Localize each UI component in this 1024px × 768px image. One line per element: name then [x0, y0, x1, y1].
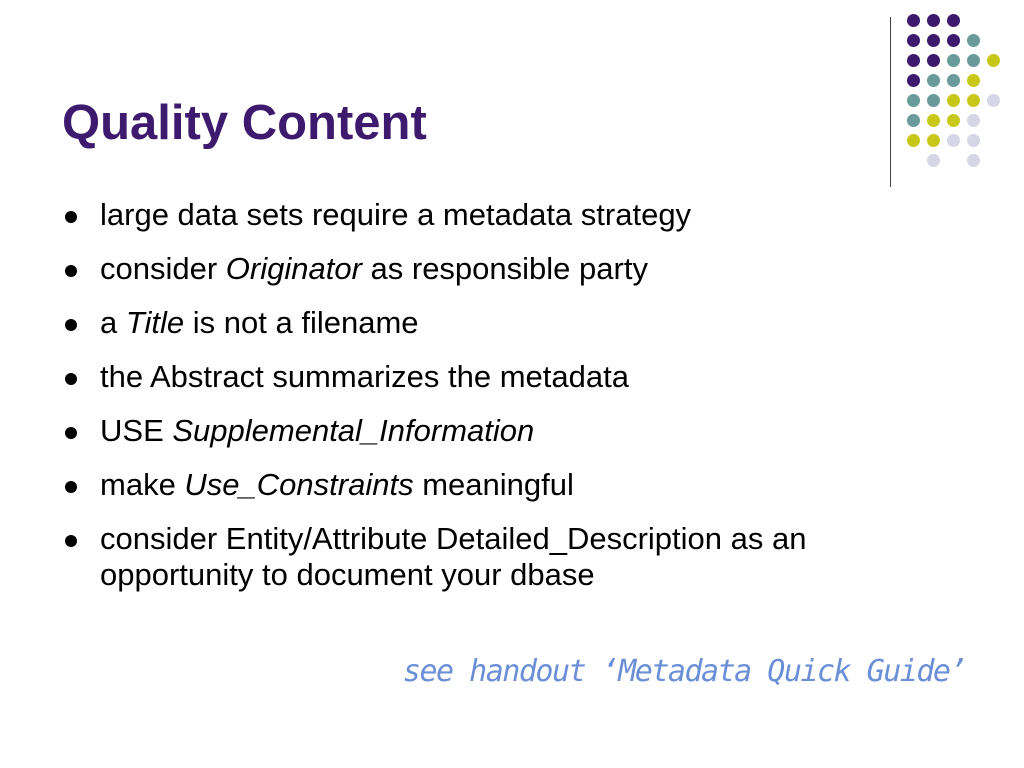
bullet-text: large data sets require a metadata strategy — [100, 197, 692, 232]
decorative-dot — [947, 34, 960, 47]
decorative-dot — [967, 114, 980, 127]
decorative-dot — [907, 114, 920, 127]
bullet-text: as responsible party — [361, 251, 648, 286]
bullet-text: is not a filename — [184, 305, 419, 340]
decorative-dot — [947, 54, 960, 67]
decorative-dot — [927, 14, 940, 27]
decorative-dot — [947, 94, 960, 107]
bullet-emphasis: Use_Constraints — [184, 467, 414, 502]
decorative-dot — [927, 34, 940, 47]
bullet-item — [62, 467, 962, 503]
bullet-emphasis: Supplemental_Information — [172, 413, 535, 448]
decorative-dot — [927, 154, 940, 167]
bullet-item — [62, 251, 962, 287]
bullet-marker — [65, 265, 77, 277]
decorative-dot — [967, 54, 980, 67]
decorative-dot — [967, 94, 980, 107]
decorative-dot — [967, 74, 980, 87]
bullet-text: the Abstract summarizes the metadata — [100, 359, 629, 394]
decorative-dot — [927, 94, 940, 107]
title-divider — [890, 17, 891, 187]
bullet-text: meaningful — [413, 467, 574, 502]
decorative-dot — [967, 154, 980, 167]
decorative-dot — [927, 134, 940, 147]
bullet-marker — [65, 427, 77, 439]
decorative-dot — [987, 54, 1000, 67]
decorative-dot — [907, 14, 920, 27]
decorative-dot — [907, 134, 920, 147]
bullet-marker — [65, 211, 77, 223]
bullet-text: consider — [100, 251, 226, 286]
bullet-marker — [65, 373, 77, 385]
decorative-dot — [907, 94, 920, 107]
bullet-marker — [65, 319, 77, 331]
decorative-dot — [947, 74, 960, 87]
bullet-text: a — [100, 305, 126, 340]
bullet-item — [62, 197, 962, 233]
bullet-emphasis: Title — [125, 305, 185, 340]
bullet-marker — [65, 481, 77, 493]
bullet-text: USE — [100, 413, 173, 448]
bullet-list — [62, 197, 962, 611]
decorative-dot — [967, 34, 980, 47]
bullet-marker — [65, 535, 77, 547]
bullet-item — [62, 359, 962, 395]
decorative-dot — [907, 34, 920, 47]
decorative-dot — [947, 134, 960, 147]
bullet-text: consider Entity/Attribute Detailed_Description as an opportunity to document your dbase — [100, 521, 807, 592]
bullet-text: make — [100, 467, 185, 502]
decorative-dot — [927, 114, 940, 127]
decorative-dot — [947, 114, 960, 127]
decorative-dot — [947, 14, 960, 27]
decorative-dot — [907, 54, 920, 67]
bullet-item — [62, 413, 962, 449]
slide-title: Quality Content — [62, 96, 427, 150]
handout-note: see handout ‘Metadata Quick Guide’ — [402, 654, 966, 689]
decorative-dot — [967, 134, 980, 147]
bullet-emphasis: Originator — [225, 251, 362, 286]
decorative-dot — [927, 74, 940, 87]
bullet-item — [62, 521, 962, 593]
bullet-item — [62, 305, 962, 341]
decorative-dot — [927, 54, 940, 67]
decorative-dot — [987, 94, 1000, 107]
decorative-dot — [907, 74, 920, 87]
